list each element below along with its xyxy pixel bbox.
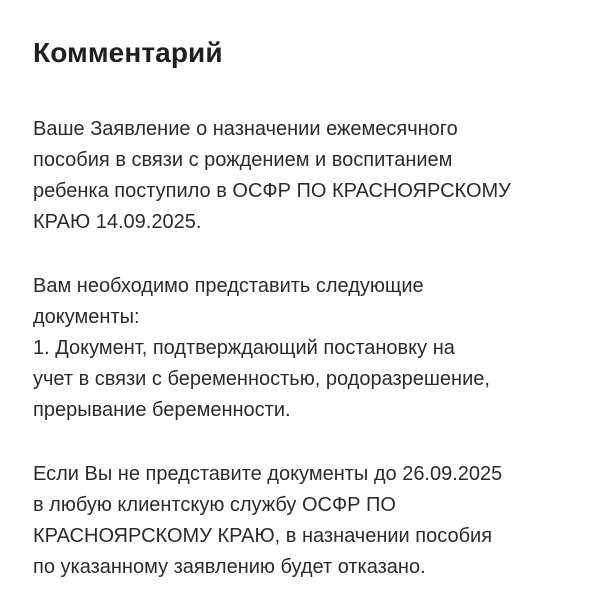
comment-line: Ваше Заявление о назначении ежемесячного <box>33 118 458 140</box>
comment-line: учет в связи с беременностью, родоразрешение, <box>33 368 490 390</box>
comment-line: 1. Документ, подтверждающий постановку на <box>33 337 455 359</box>
comment-line: КРАСНОЯРСКОМУ КРАЮ, в назначении пособия <box>33 525 493 547</box>
comment-line: Если Вы не представите документы до 26.09.2025 <box>33 463 503 485</box>
comment-line: в любую клиентскую службу ОСФР ПО <box>33 494 396 516</box>
comment-line: ребенка поступило в ОСФР ПО КРАСНОЯРСКОМУ <box>33 180 511 202</box>
comment-paragraph-required-documents <box>33 271 567 426</box>
page-title: Комментарий <box>33 37 223 68</box>
comment-line: Вам необходимо представить следующие <box>33 275 424 297</box>
comment-line: пособия в связи с рождением и воспитанием <box>33 149 453 171</box>
comment-paragraph-application-status <box>33 114 567 238</box>
comment-line: документы: <box>33 306 140 328</box>
comment-line: КРАЮ 14.09.2025. <box>33 211 202 233</box>
comment-paragraph-deadline-warning <box>33 459 567 583</box>
comment-line: прерывание беременности. <box>33 399 291 421</box>
comment-line: по указанному заявлению будет отказано. <box>33 556 426 578</box>
